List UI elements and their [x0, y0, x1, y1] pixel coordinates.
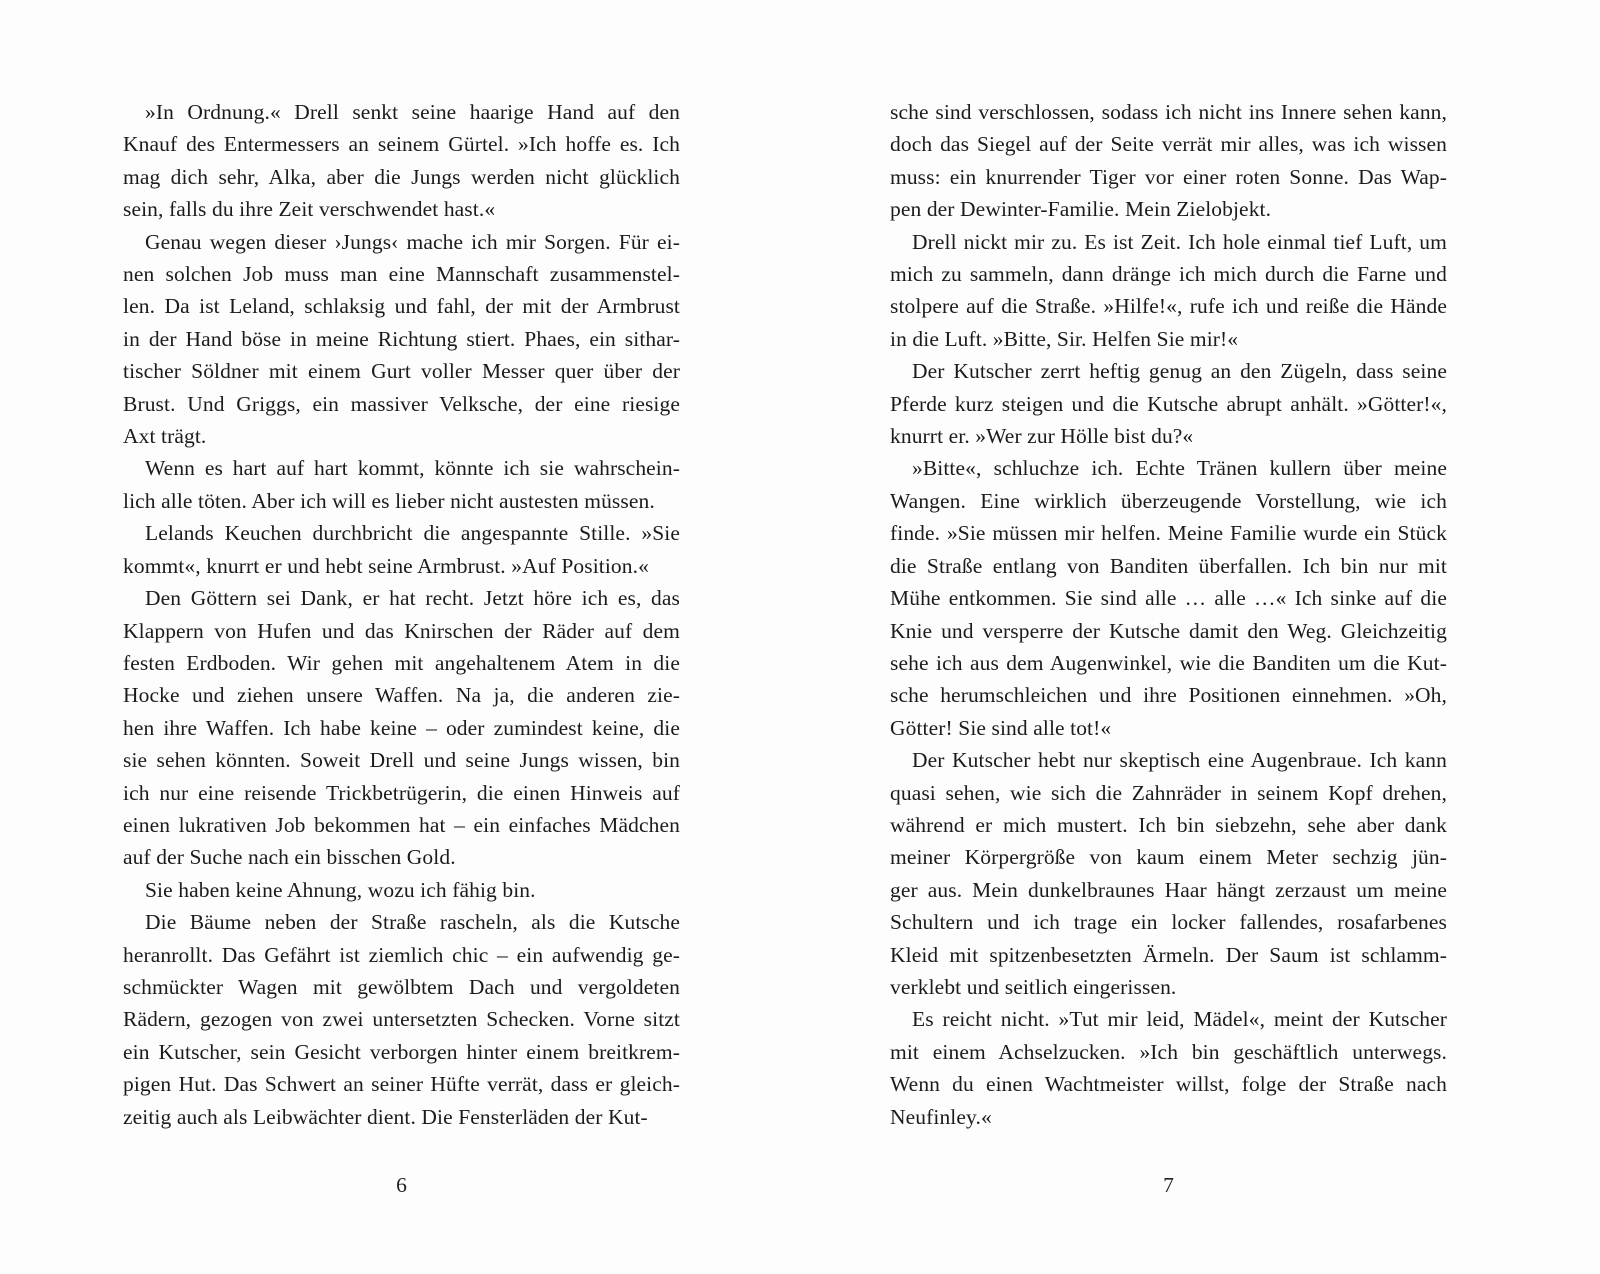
page-6-text [123, 96, 680, 1133]
text-line: hen ihre Waffen. Ich habe keine – oder zumindest keine, die [123, 715, 680, 740]
paragraph [123, 226, 680, 453]
text-line: Rädern, gezogen von zwei untersetzten Schecken. Vorne sitzt [123, 1007, 680, 1032]
paragraph [123, 582, 680, 874]
text-line: meiner Körpergröße von kaum einem Meter sechzig jün- [890, 845, 1447, 870]
text-line: Der Kutscher hebt nur skeptisch eine Augenbraue. Ich kann [912, 748, 1447, 773]
paragraph [890, 96, 1447, 226]
text-line: Knie und versperre der Kutsche damit den Weg. Gleichzeitig [890, 618, 1447, 643]
text-line: sein, falls du ihre Zeit verschwendet hast.« [123, 197, 496, 222]
text-line: pigen Hut. Das Schwert an seiner Hüfte verrät, dass er gleich- [123, 1072, 680, 1097]
text-line: zeitig auch als Leibwächter dient. Die Fensterläden der Kut- [123, 1104, 648, 1129]
text-line: lich alle töten. Aber ich will es lieber nicht austesten müssen. [123, 488, 655, 513]
page-number-left: 6 [396, 1173, 407, 1197]
text-line: Die Bäume neben der Straße rascheln, als die Kutsche [145, 910, 680, 935]
text-line: sche sind verschlossen, sodass ich nicht ins Innere sehen kann, [890, 100, 1447, 124]
text-line: sie sehen könnten. Soweit Drell und seine Jungs wissen, bin [123, 748, 680, 773]
text-line: Wangen. Eine wirklich überzeugende Vorstellung, wie ich [890, 488, 1447, 513]
text-line: quasi sehen, wie sich die Zahnräder in seinem Kopf drehen, [890, 780, 1447, 805]
text-line: Der Kutscher zerrt heftig genug an den Zügeln, dass seine [912, 359, 1447, 384]
paragraph [123, 517, 680, 582]
text-line: Lelands Keuchen durchbricht die angespannte Stille. »Sie [145, 521, 680, 546]
paragraph [890, 1003, 1447, 1133]
text-line: schmückter Wagen mit gewölbtem Dach und vergoldeten [123, 974, 680, 999]
paragraph [123, 874, 680, 906]
text-line: Klappern von Hufen und das Knirschen der Räder auf dem [123, 618, 680, 643]
text-line: Knauf des Entermessers an seinem Gürtel. »Ich hoffe es. Ich [123, 132, 680, 157]
paragraph [890, 452, 1447, 744]
text-line: Sie haben keine Ahnung, wozu ich fähig bin. [145, 877, 536, 902]
text-line: sehe ich aus dem Augenwinkel, wie die Banditen um die Kut- [890, 650, 1447, 675]
text-line: einen lukrativen Job bekommen hat – ein einfaches Mädchen [123, 812, 680, 837]
paragraph [123, 452, 680, 517]
text-line: Mühe entkommen. Sie sind alle … alle …« Ich sinke auf die [890, 586, 1447, 611]
text-line: len. Da ist Leland, schlaksig und fahl, der mit der Armbrust [123, 294, 680, 319]
text-line: pen der Dewinter-Familie. Mein Zielobjekt. [890, 197, 1272, 222]
text-line: Wenn es hart auf hart kommt, könnte ich sie wahrschein- [145, 456, 680, 481]
text-line: »Bitte«, schluchze ich. Echte Tränen kullern über meine [912, 456, 1447, 481]
text-line: Kleid mit spitzenbesetzten Ärmeln. Der Saum ist schlamm- [890, 942, 1447, 967]
paragraph [123, 96, 680, 226]
text-line: sche herumschleichen und ihre Positionen einnehmen. »Oh, [890, 683, 1447, 708]
text-line: Götter! Sie sind alle tot!« [890, 715, 1112, 740]
text-line: Den Göttern sei Dank, er hat recht. Jetzt höre ich es, das [145, 586, 680, 611]
text-line: Brust. Und Griggs, ein massiver Velksche, der eine riesige [123, 391, 680, 416]
text-line: nen solchen Job muss man eine Mannschaft zusammenstel- [123, 262, 680, 287]
text-line: muss: ein knurrender Tiger vor einer roten Sonne. Das Wap- [890, 164, 1447, 189]
text-line: verklebt und seitlich eingerissen. [890, 974, 1177, 999]
paragraph [890, 744, 1447, 1003]
text-line: »In Ordnung.« Drell senkt seine haarige Hand auf den [145, 100, 680, 124]
text-line: knurrt er. »Wer zur Hölle bist du?« [890, 424, 1194, 449]
text-line: mag dich sehr, Alka, aber die Jungs werden nicht glücklich [123, 164, 680, 189]
text-line: Pferde kurz steigen und die Kutsche abrupt anhält. »Götter!«, [890, 391, 1447, 416]
text-line: doch das Siegel auf der Seite verrät mir alles, was ich wissen [890, 132, 1447, 157]
text-line: in der Hand böse in meine Richtung stiert. Phaes, ein sithar- [123, 326, 680, 351]
text-line: tischer Söldner mit einem Gurt voller Messer quer über der [123, 359, 680, 384]
text-line: ein Kutscher, sein Gesicht verborgen hinter einem breitkrem- [123, 1039, 680, 1064]
text-line: in die Luft. »Bitte, Sir. Helfen Sie mir!« [890, 326, 1239, 351]
text-line: ich nur eine reisende Trickbetrügerin, die einen Hinweis auf [123, 780, 680, 805]
text-line: Es reicht nicht. »Tut mir leid, Mädel«, meint der Kutscher [912, 1007, 1447, 1032]
text-line: Drell nickt mir zu. Es ist Zeit. Ich hole einmal tief Luft, um [912, 229, 1447, 254]
text-line: mich zu sammeln, dann dränge ich mich durch die Farne und [890, 262, 1447, 287]
text-line: kommt«, knurrt er und hebt seine Armbrust. »Auf Position.« [123, 553, 649, 578]
page-7-text [890, 96, 1447, 1133]
paragraph [123, 906, 680, 1133]
text-line: die Straße entlang von Banditen überfallen. Ich bin nur mit [890, 553, 1447, 578]
text-line: mit einem Achselzucken. »Ich bin geschäftlich unterwegs. [890, 1039, 1447, 1064]
paragraph [890, 226, 1447, 356]
text-line: Genau wegen dieser ›Jungs‹ mache ich mir Sorgen. Für ei- [145, 229, 680, 254]
text-line: Hocke und ziehen unsere Waffen. Na ja, die anderen zie- [123, 683, 680, 708]
text-line: festen Erdboden. Wir gehen mit angehaltenem Atem in die [123, 650, 680, 675]
page-number-right: 7 [1163, 1173, 1174, 1197]
text-line: ger aus. Mein dunkelbraunes Haar hängt zerzaust um meine [890, 877, 1447, 902]
text-line: Schultern und ich trage ein locker fallendes, rosafarbenes [890, 910, 1447, 935]
text-line: Neufinley.« [890, 1104, 992, 1129]
paragraph [890, 355, 1447, 452]
text-line: auf der Suche nach ein bisschen Gold. [123, 845, 456, 870]
text-line: finde. »Sie müssen mir helfen. Meine Familie wurde ein Stück [890, 521, 1447, 546]
text-line: stolpere auf die Straße. »Hilfe!«, rufe ich und reiße die Hände [890, 294, 1447, 319]
text-line: während er mich mustert. Ich bin siebzehn, sehe aber dank [890, 812, 1447, 837]
text-line: Axt trägt. [123, 424, 207, 449]
text-line: heranrollt. Das Gefährt ist ziemlich chic – ein aufwendig ge- [123, 942, 680, 967]
text-line: Wenn du einen Wachtmeister willst, folge der Straße nach [890, 1072, 1447, 1097]
